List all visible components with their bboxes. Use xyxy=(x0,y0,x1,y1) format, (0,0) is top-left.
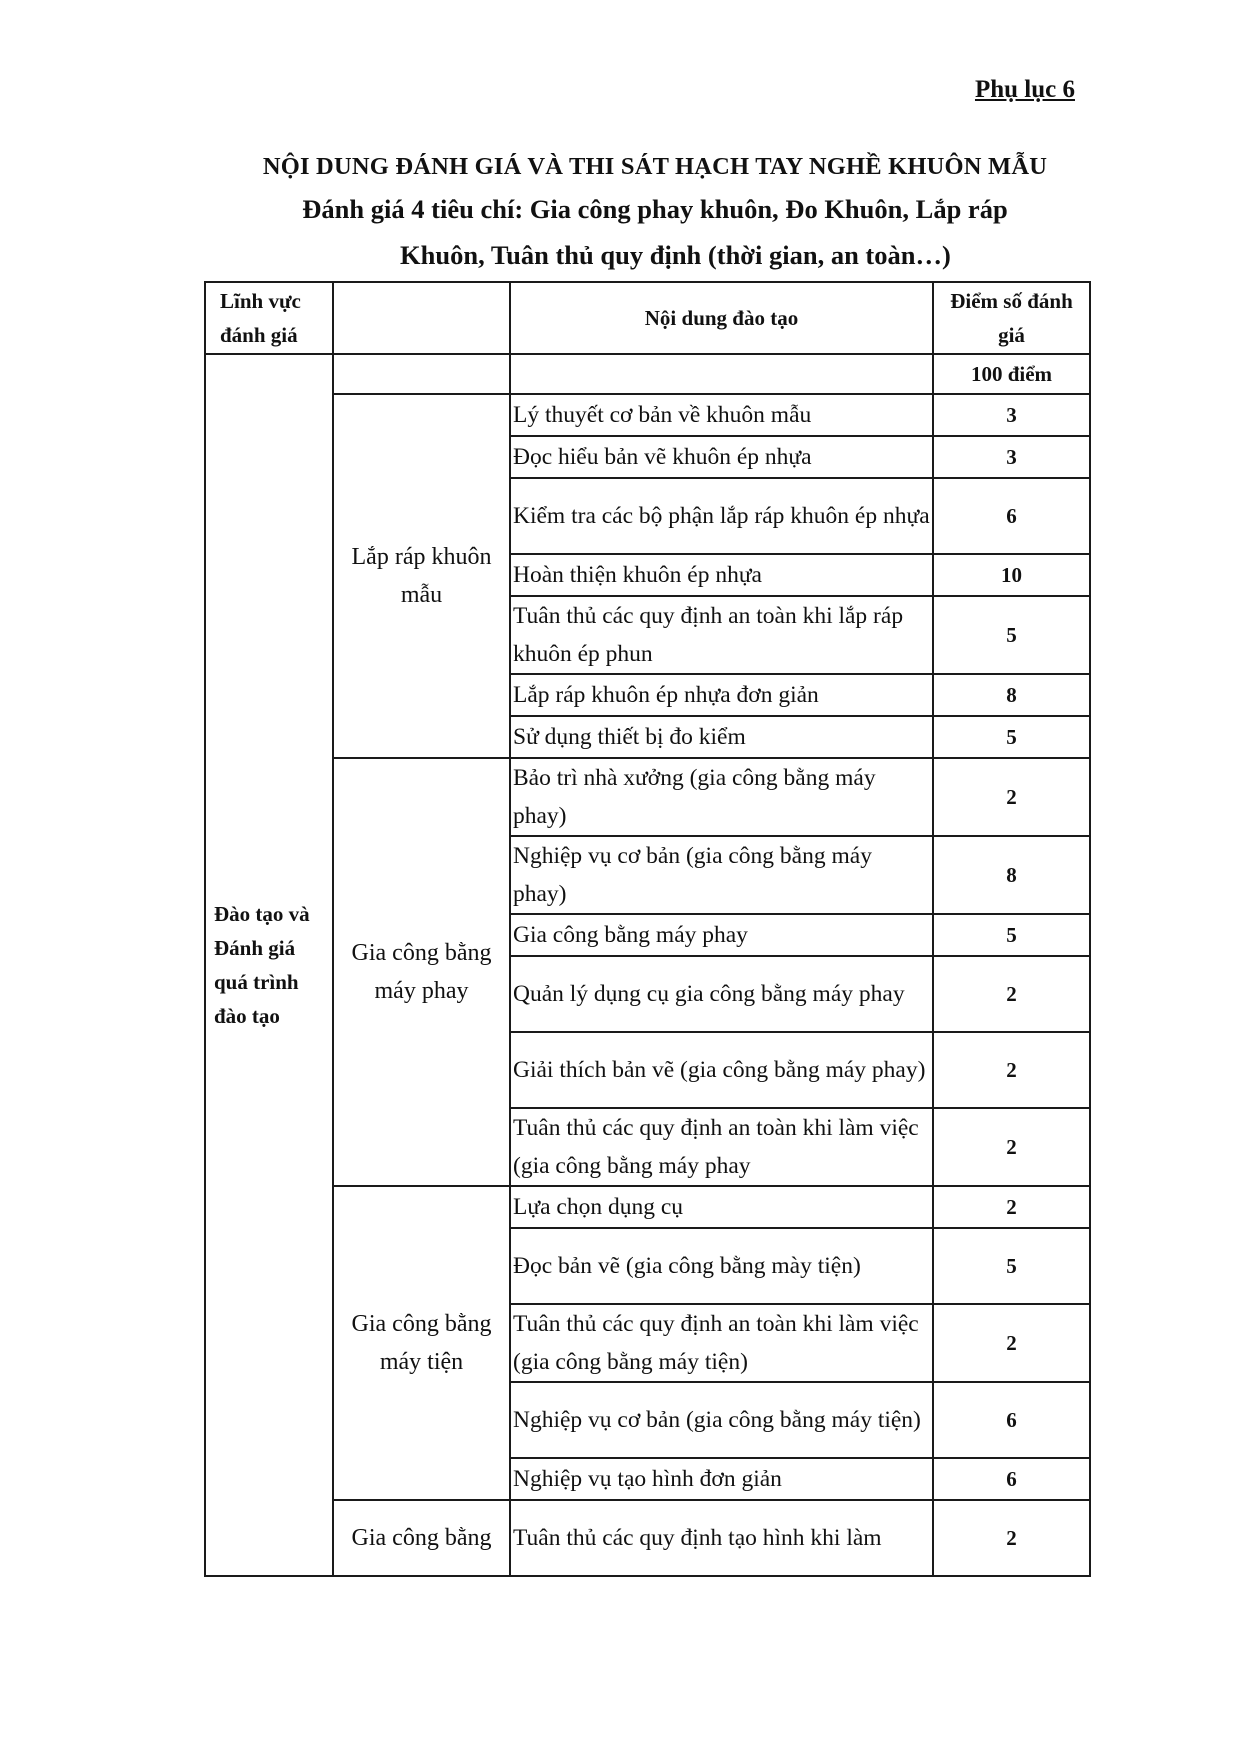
content-cell: Đọc hiểu bản vẽ khuôn ép nhựa xyxy=(510,436,933,478)
content-cell: Kiểm tra các bộ phận lắp ráp khuôn ép nhựa xyxy=(510,478,933,554)
total-score: 100 điểm xyxy=(933,354,1090,394)
content-cell: Hoàn thiện khuôn ép nhựa xyxy=(510,554,933,596)
score-cell: 6 xyxy=(933,1458,1090,1500)
score-cell: 10 xyxy=(933,554,1090,596)
score-cell: 2 xyxy=(933,1032,1090,1108)
content-cell: Đọc bản vẽ (gia công bằng mày tiện) xyxy=(510,1228,933,1304)
content-cell: Gia công bằng máy phay xyxy=(510,914,933,956)
score-cell: 2 xyxy=(933,956,1090,1032)
title-line-3: Khuôn, Tuân thủ quy định (thời gian, an toàn…) xyxy=(400,240,951,270)
content-cell: Nghiệp vụ cơ bản (gia công bằng máy phay) xyxy=(510,836,933,914)
score-cell: 5 xyxy=(933,914,1090,956)
score-cell: 2 xyxy=(933,1500,1090,1576)
content-cell: Bảo trì nhà xưởng (gia công bằng máy phay) xyxy=(510,758,933,836)
content-cell: Lý thuyết cơ bản về khuôn mẫu xyxy=(510,394,933,436)
content-cell: Quản lý dụng cụ gia công bằng máy phay xyxy=(510,956,933,1032)
table-row-total xyxy=(205,354,1090,394)
score-cell: 2 xyxy=(933,758,1090,836)
content-cell: Tuân thủ các quy định an toàn khi lắp ráp khuôn ép phun xyxy=(510,596,933,674)
score-cell: 6 xyxy=(933,1382,1090,1458)
total-empty-group xyxy=(333,354,510,394)
table-row xyxy=(205,1500,1090,1576)
table-header-row xyxy=(205,282,1090,354)
table-row xyxy=(205,1186,1090,1228)
score-cell: 5 xyxy=(933,716,1090,758)
score-cell: 3 xyxy=(933,394,1090,436)
appendix-label: Phụ lục 6 xyxy=(974,76,1075,103)
assessment-table xyxy=(204,281,1091,1577)
score-cell: 8 xyxy=(933,836,1090,914)
area-label: Đào tạo và Đánh giá quá trình đào tạo xyxy=(205,354,333,1576)
score-cell: 6 xyxy=(933,478,1090,554)
group-name: Lắp ráp khuôn mẫu xyxy=(333,394,510,758)
score-cell: 8 xyxy=(933,674,1090,716)
header-empty xyxy=(333,282,510,354)
content-cell: Lựa chọn dụng cụ xyxy=(510,1186,933,1228)
content-cell: Giải thích bản vẽ (gia công bằng máy phay) xyxy=(510,1032,933,1108)
table-row xyxy=(205,758,1090,836)
content-cell: Tuân thủ các quy định an toàn khi làm việc (gia công bằng máy tiện) xyxy=(510,1304,933,1382)
header-score: Điểm số đánh giá xyxy=(933,282,1090,354)
group-name: Gia công bằng máy phay xyxy=(333,758,510,1186)
document-title xyxy=(190,150,1120,278)
table-row xyxy=(205,394,1090,436)
content-cell: Lắp ráp khuôn ép nhựa đơn giản xyxy=(510,674,933,716)
group-name: Gia công bằng máy tiện xyxy=(333,1186,510,1500)
score-cell: 3 xyxy=(933,436,1090,478)
title-line-2: Đánh giá 4 tiêu chí: Gia công phay khuôn, Đo Khuôn, Lắp ráp xyxy=(302,194,1008,224)
content-cell: Tuân thủ các quy định tạo hình khi làm xyxy=(510,1500,933,1576)
score-cell: 2 xyxy=(933,1304,1090,1382)
score-cell: 5 xyxy=(933,596,1090,674)
content-cell: Tuân thủ các quy định an toàn khi làm việc (gia công bằng máy phay xyxy=(510,1108,933,1186)
header-content: Nội dung đào tạo xyxy=(510,282,933,354)
score-cell: 2 xyxy=(933,1186,1090,1228)
content-cell: Nghiệp vụ tạo hình đơn giản xyxy=(510,1458,933,1500)
content-cell: Sử dụng thiết bị đo kiểm xyxy=(510,716,933,758)
score-cell: 5 xyxy=(933,1228,1090,1304)
group-name: Gia công bằng xyxy=(333,1500,510,1576)
total-empty-content xyxy=(510,354,933,394)
title-line-1: NỘI DUNG ĐÁNH GIÁ VÀ THI SÁT HẠCH TAY NGHỀ KHUÔN MẪU xyxy=(262,153,1048,180)
header-area: Lĩnh vực đánh giá xyxy=(205,282,333,354)
score-cell: 2 xyxy=(933,1108,1090,1186)
content-cell: Nghiệp vụ cơ bản (gia công bằng máy tiện) xyxy=(510,1382,933,1458)
